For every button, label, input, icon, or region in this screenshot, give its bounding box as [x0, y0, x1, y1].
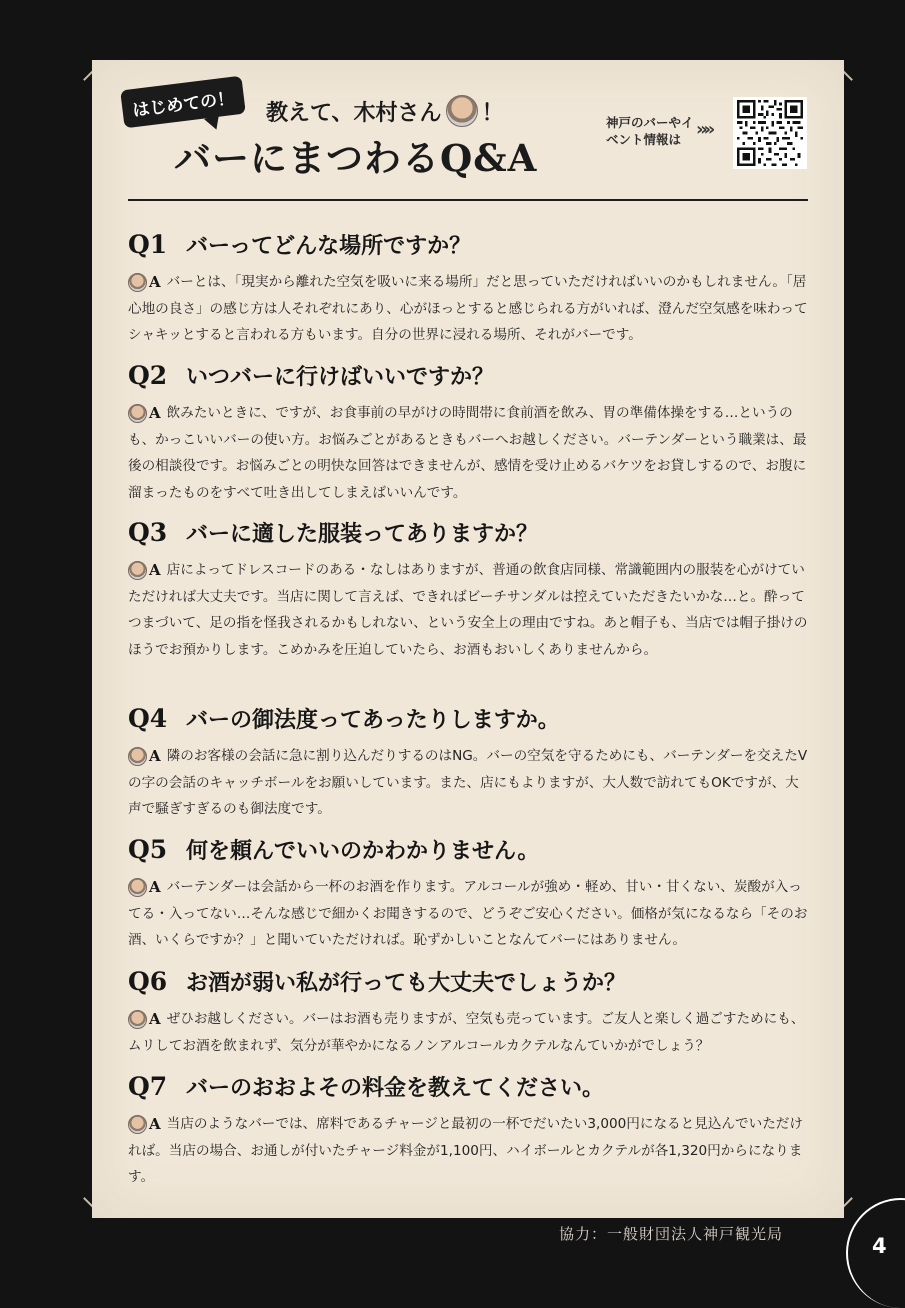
qa-item-4 — [128, 698, 812, 823]
qa-item-1 — [128, 224, 812, 349]
answer-text-block — [128, 557, 812, 663]
qa-item-5 — [128, 829, 812, 954]
answer-mark — [128, 269, 167, 295]
qa-item-7 — [128, 1066, 812, 1191]
answer-text: 隣のお客様の会話に急に割り込んだりするのはNG。バーの空気を守るためにも、バーテンダーを交えたVの字の会話のキャッチボールをお願いしています。また、店にもよりますが、大人数で訪れてもOKですが、大声で騒ぎすぎるのも御法度です。 — [128, 748, 808, 817]
beginner-speech-bubble: はじめての！ — [120, 76, 246, 129]
answer-text: 当店のようなバーでは、席料であるチャージと最初の一杯でだいたい3,000円になると見込んでいただければ。当店の場合、お通しが付いたチャージ料金が1,100円、ハイボールとカクテルが各1,320円からになります。 — [128, 1116, 803, 1185]
answer-mark — [128, 1006, 167, 1032]
qa-item-2 — [128, 355, 812, 506]
question-row — [128, 829, 812, 869]
answer-text: 店によってドレスコードのある・なしはありますが、普通の飲食店同様、常識範囲内の服装を心がけていただければ大丈夫です。当店に関して言えば、できればビーチサンダルは控えていただきたいかな…と。酔ってつまづいて、足の指を怪我されるかもしれない、という安全上の理由ですね。あと帽子も、当店では帽子掛けのほうでお預かりします。こめかみを圧迫していたら、お酒もおいしくありませんから。 — [128, 562, 808, 658]
answer-text-block — [128, 400, 812, 506]
chevron-right-icon: »» — [696, 119, 712, 140]
question-number: Q1 — [128, 229, 168, 259]
question-row — [128, 961, 812, 1001]
qr-code-icon — [736, 100, 804, 166]
kimura-face-icon — [128, 1010, 147, 1029]
question-row — [128, 1066, 812, 1106]
question-number: Q4 — [128, 703, 168, 733]
qa-item-3 — [128, 512, 812, 663]
header-divider — [128, 199, 808, 201]
kimura-face-icon — [128, 878, 147, 897]
question-row — [128, 355, 812, 395]
question-text: お酒が弱い私が行っても大丈夫でしょうか？ — [186, 970, 627, 996]
question-row — [128, 224, 812, 264]
question-text: バーのおおよその料金を教えてください。 — [186, 1075, 605, 1101]
kobe-info-label: 神戸のバーやイベント情報は — [606, 115, 694, 147]
question-row — [128, 698, 812, 738]
answer-text: ぜひお越しください。バーはお酒も売りますが、空気も売っています。ご友人と楽しく過ごすためにも、ムリしてお酒を飲まれず、気分が華やかになるノンアルコールカクテルなんていかがでしょう？ — [128, 1011, 805, 1054]
answer-letter: A — [149, 1114, 161, 1133]
answer-text-block — [128, 874, 812, 954]
answer-text-block — [128, 1111, 812, 1191]
answer-text-block — [128, 1006, 812, 1059]
answer-letter: A — [149, 560, 161, 579]
kimura-face-icon — [128, 273, 147, 292]
answer-text: バーテンダーは会話から一杯のお酒を作ります。アルコールが強め・軽め、甘い・甘くない、炭酸が入ってる・入ってない…そんな感じで細かくお聞きするので、どうぞご安心ください。価格が気になるなら「そのお酒、いくらですか？」と聞いていただければ。恥ずかしいことなんてバーにはありません。 — [128, 879, 808, 948]
qr-code[interactable] — [733, 97, 807, 169]
answer-mark — [128, 1111, 167, 1137]
question-number: Q3 — [128, 517, 168, 547]
subtitle-exclamation: ！ — [481, 100, 504, 126]
answer-letter: A — [149, 1009, 161, 1028]
answer-text: バーとは、「現実から離れた空気を吸いに来る場所」だと思っていただければいいのかもしれません。「居心地の良さ」の感じ方は人それぞれにあり、心がほっとすると感じられる方がいれば、澄んだ空気感を味わってシャキッとすると言われる方もいます。自分の世界に浸れる場所、それがバーです。 — [128, 274, 808, 343]
answer-letter: A — [149, 403, 161, 422]
answer-text: 飲みたいときに、ですが、お食事前の早がけの時間帯に食前酒を飲み、胃の準備体操をする…というのも、かっこいいバーの使い方。お悩みごとがあるときもバーへお越しください。バーテンダーという職業は、最後の相談役です。お悩みごとの明快な回答はできませんが、感情を受け止めるバケツをお貸しするので、お腹に溜まったものをすべて吐き出してしまえばいいんです。 — [128, 405, 807, 501]
kimura-face-icon — [128, 1115, 147, 1134]
answer-mark — [128, 400, 167, 426]
question-text: バーってどんな場所ですか？ — [186, 233, 472, 259]
question-number: Q7 — [128, 1071, 168, 1101]
kimura-face-icon — [128, 404, 147, 423]
kimura-face-icon — [128, 747, 147, 766]
subtitle — [266, 96, 504, 126]
qa-item-6 — [128, 961, 812, 1059]
question-number: Q6 — [128, 966, 168, 996]
answer-mark — [128, 874, 167, 900]
question-text: バーの御法度ってあったりしますか。 — [186, 707, 560, 733]
answer-mark — [128, 557, 167, 583]
answer-letter: A — [149, 877, 161, 896]
question-text: 何を頼んでいいのかわかりません。 — [186, 838, 540, 864]
answer-letter: A — [149, 272, 161, 291]
page-title: バーにまつわるQ&A — [174, 136, 538, 180]
answer-text-block — [128, 269, 812, 349]
kimura-face-icon — [128, 561, 147, 580]
answer-mark — [128, 743, 167, 769]
answer-text-block — [128, 743, 812, 823]
question-text: いつバーに行けばいいですか？ — [186, 364, 495, 390]
question-row — [128, 512, 812, 552]
subtitle-text: 教えて、木村さん — [266, 100, 442, 126]
kimura-face-icon — [446, 95, 478, 127]
question-number: Q5 — [128, 834, 168, 864]
page-number: 4 — [872, 1234, 887, 1258]
question-number: Q2 — [128, 360, 168, 390]
answer-letter: A — [149, 746, 161, 765]
cooperation-credit: 協力：一般財団法人神戸観光局 — [559, 1225, 784, 1243]
question-text: バーに適した服装ってありますか？ — [186, 521, 539, 547]
